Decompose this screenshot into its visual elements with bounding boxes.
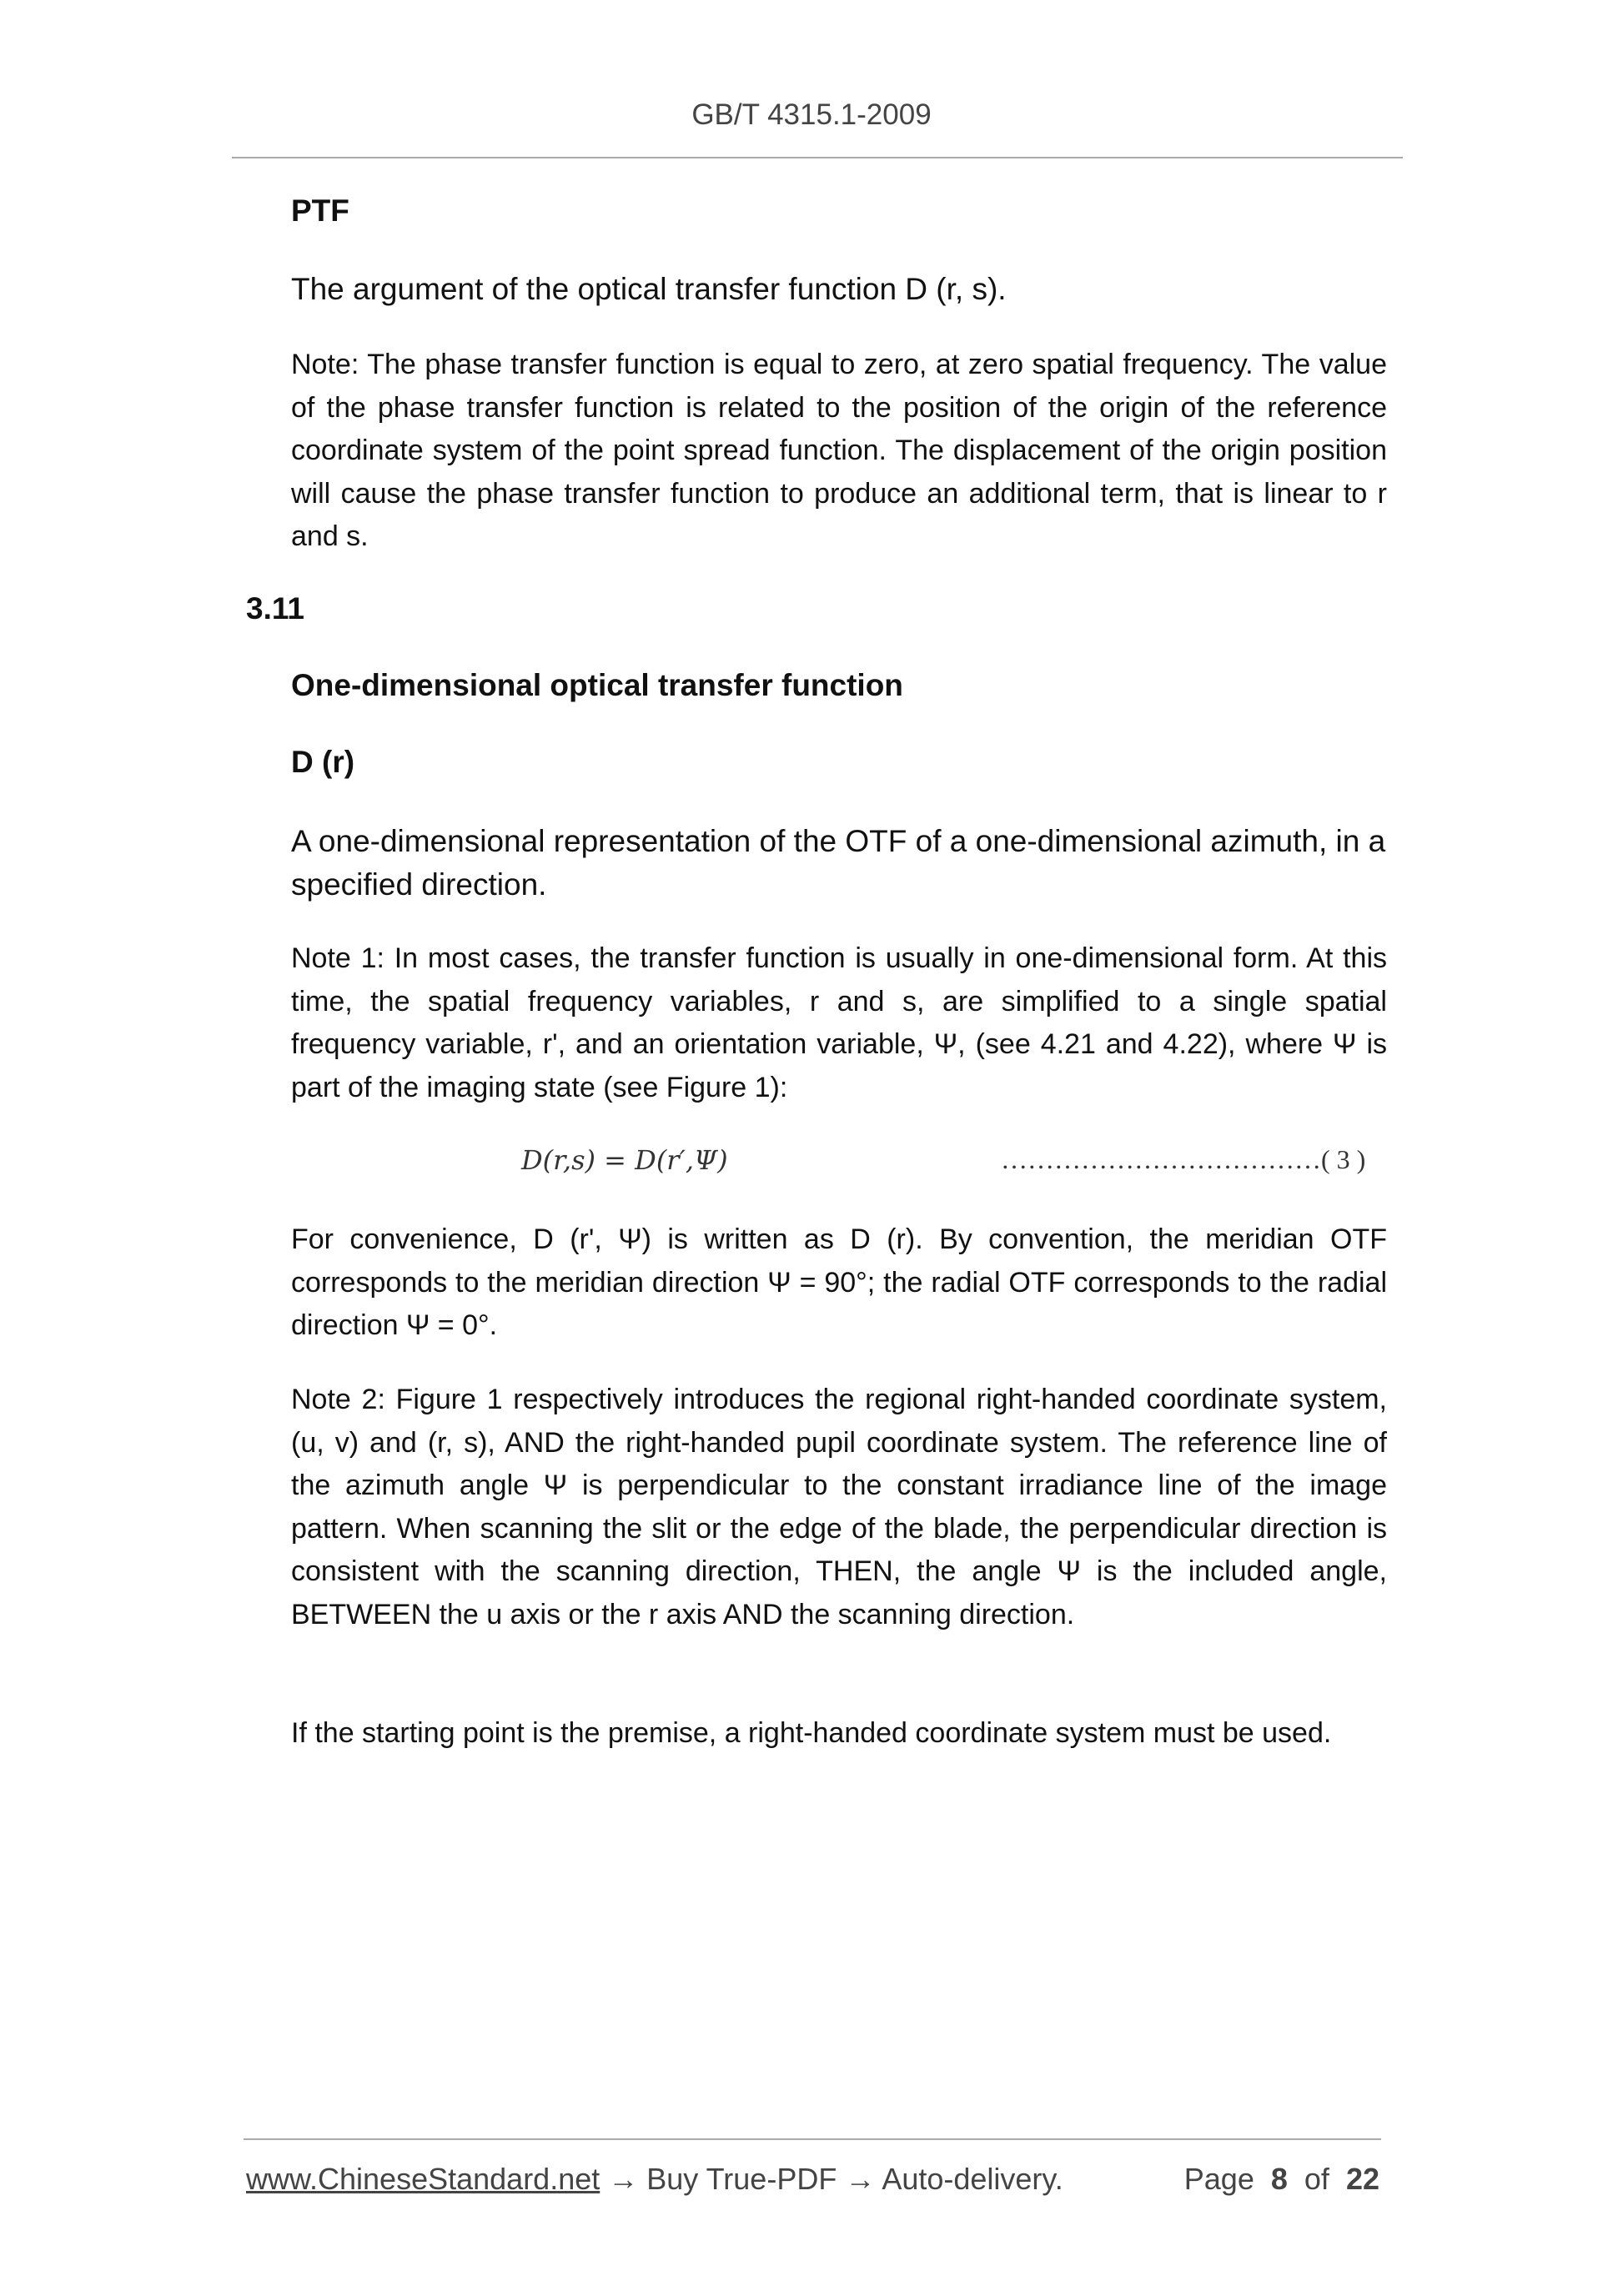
page-label: Page: [1183, 2162, 1254, 2196]
note-2: Note 2: Figure 1 respectively introduces the regional right-handed coordinate system, (u, v) and (r, s), AND the right-handed pupil coordinate system. The reference line of the azimuth angle Ψ is perpendicular to the constant irradiance line of the image pattern. When scanning the slit or the edge of the blade, the perpendicular direction is consistent with the scanning direction, THEN, the angle Ψ is the included angle, BETWEEN the u axis or the r axis AND the scanning direction.: [291, 1384, 1387, 1630]
page-indicator: [1184, 2162, 1379, 2197]
convenience-paragraph: For convenience, D (r', Ψ) is written as D (r). By convention, the meridian OTF corresponds to the meridian direction Ψ = 90°; the radial OTF corresponds to the radial direction Ψ = 0°.: [291, 1223, 1387, 1341]
term-ptf: PTF: [291, 193, 349, 228]
ptf-definition: The argument of the optical transfer function D (r, s).: [291, 272, 1007, 306]
equation-number: ………………………………( 3 ): [1001, 1144, 1366, 1174]
footer-divider: [244, 2138, 1381, 2140]
website-link[interactable]: www.ChineseStandard.net: [246, 2162, 600, 2196]
footer-promo: [246, 2162, 1063, 2197]
note-1: Note 1: In most cases, the transfer function is usually in one-dimensional form. At this time, the spatial frequency variables, r and s, are simplified to a single spatial frequency variable, r', and an orientation variable, Ψ, (see 4.21 and 4.22), where Ψ is part of the imaging state (see Figure 1):: [291, 942, 1387, 1103]
term-symbol: D (r): [291, 745, 355, 779]
page-number: 8: [1270, 2162, 1288, 2196]
total-pages: 22: [1345, 2162, 1379, 2196]
closing-paragraph: If the starting point is the premise, a right-handed coordinate system must be used.: [291, 1717, 1332, 1749]
section-number: 3.11: [246, 591, 304, 625]
term-definition: A one-dimensional representation of the OTF of a one-dimensional azimuth, in a specified direction.: [291, 824, 1386, 902]
footer-text: → Buy True-PDF → Auto-delivery.: [600, 2162, 1063, 2196]
document-header: GB/T 4315.1-2009: [691, 98, 932, 131]
term-title: One-dimensional optical transfer function: [291, 668, 903, 702]
header-divider: [232, 157, 1403, 158]
equation-3: D(r,s) = D(r′,Ψ): [521, 1144, 728, 1176]
of-label: of: [1304, 2162, 1329, 2196]
ptf-note: Note: The phase transfer function is equal to zero, at zero spatial frequency. The value of the phase transfer function is related to the position of the origin of the reference coordinate system of the point spread function. The displacement of the origin position will cause the phase transfer function to produce an additional term, that is linear to r and s.: [291, 349, 1387, 552]
